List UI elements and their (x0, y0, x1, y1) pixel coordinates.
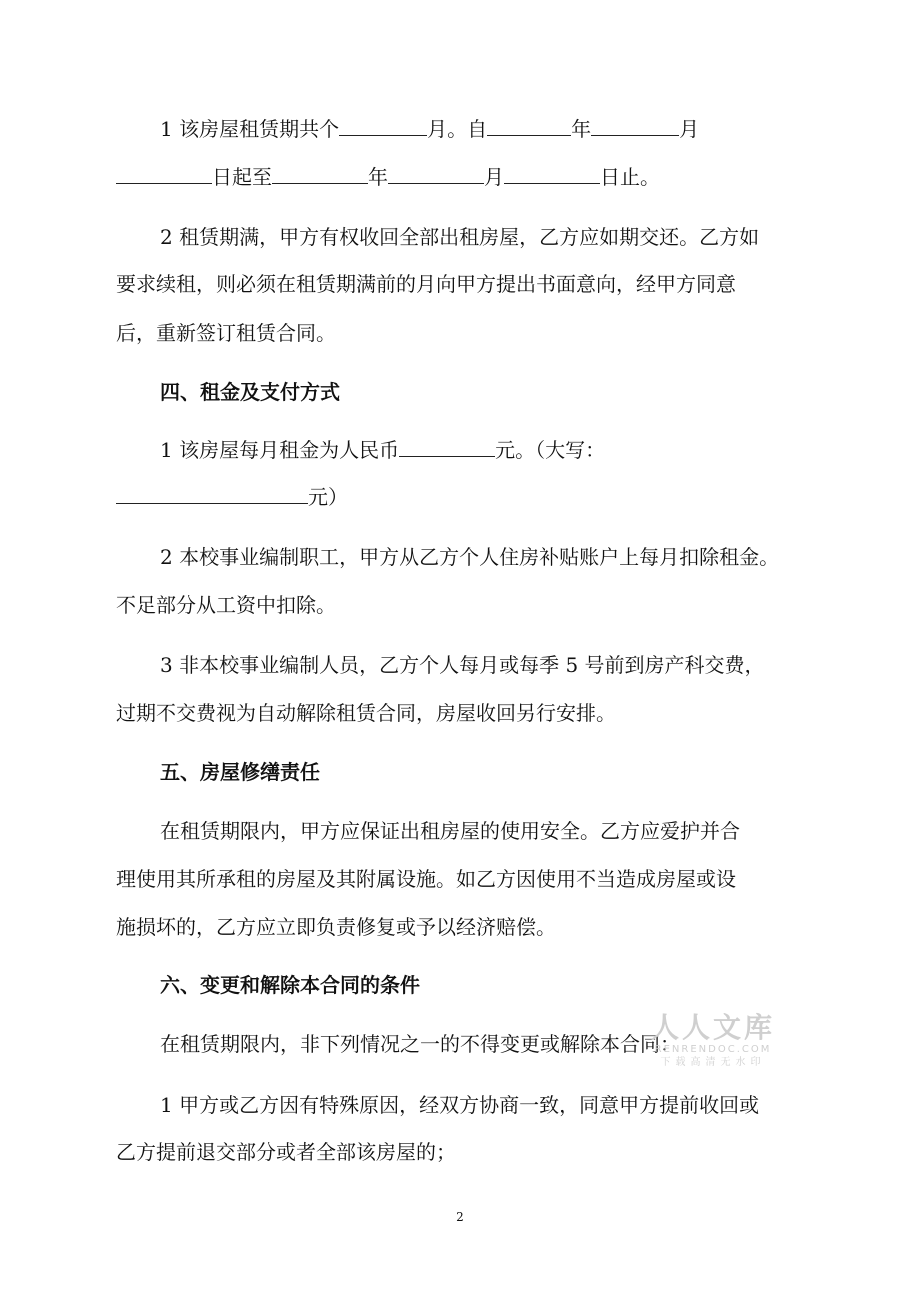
rent-staff-line-1: 2 本校事业编制职工，甲方从乙方个人住房补贴账户上每月扣除租金。 (160, 545, 780, 569)
lease-renewal-line-2: 要求续租，则必须在租赁期满前的月向甲方提出书面意向，经甲方同意 (116, 272, 736, 296)
rent-amount-line-2: 元） (116, 484, 348, 510)
watermark-slogan: 下载高清无水印 (660, 1057, 766, 1068)
blank-end-month[interactable] (388, 164, 484, 184)
watermark-title: 人人文库 (650, 1011, 775, 1044)
rent-staff-line-2: 不足部分从工资中扣除。 (116, 593, 336, 617)
rent-nonstaff-line-2: 过期不交费视为自动解除租赁合同，房屋收回另行安排。 (116, 701, 616, 725)
page-number: 2 (456, 1210, 464, 1224)
lease-term-line-2: 日起至 年 月 日止。 (116, 164, 660, 190)
repair-line-1: 在租赁期限内，甲方应保证出租房屋的使用安全。乙方应爱护并合 (160, 819, 740, 843)
change-item-1-line-1: 1 甲方或乙方因有特殊原因，经双方协商一致，同意甲方提前收回或 (160, 1093, 760, 1117)
repair-line-3: 施损坏的，乙方应立即负责修复或予以经济赔偿。 (116, 915, 556, 939)
rent-nonstaff-line-1: 3 非本校事业编制人员，乙方个人每月或每季 5 号前到房产科交费， (160, 653, 765, 677)
change-intro: 在租赁期限内，非下列情况之一的不得变更或解除本合同： (160, 1032, 680, 1056)
blank-start-year[interactable] (487, 116, 571, 136)
lease-renewal-line-3: 后，重新签订租赁合同。 (116, 321, 336, 345)
section-heading-repair: 五、房屋修缮责任 (160, 760, 320, 784)
blank-rent-amount[interactable] (399, 437, 495, 457)
blank-end-day[interactable] (504, 164, 600, 184)
watermark-domain: RENRENDOC.COM (654, 1044, 772, 1055)
blank-start-day[interactable] (116, 164, 212, 184)
blank-months[interactable] (339, 116, 427, 136)
section-heading-change: 六、变更和解除本合同的条件 (160, 973, 420, 997)
rent-amount-line-1: 1 该房屋每月租金为人民币 元。（大写： (160, 438, 606, 462)
change-item-1-line-2: 乙方提前退交部分或者全部该房屋的； (116, 1140, 456, 1164)
blank-rent-uppercase[interactable] (116, 484, 308, 504)
blank-end-year[interactable] (272, 164, 368, 184)
lease-renewal-line-1: 2 租赁期满，甲方有权收回全部出租房屋，乙方应如期交还。乙方如 (160, 225, 760, 249)
repair-line-2: 理使用其所承租的房屋及其附属设施。如乙方因使用不当造成房屋或设 (116, 867, 736, 891)
section-heading-rent: 四、租金及支付方式 (160, 380, 340, 404)
watermark (648, 1012, 778, 1070)
lease-term-line-1: 1 该房屋租赁期共个 月。自 年 月 (160, 117, 700, 141)
blank-start-month[interactable] (591, 116, 679, 136)
